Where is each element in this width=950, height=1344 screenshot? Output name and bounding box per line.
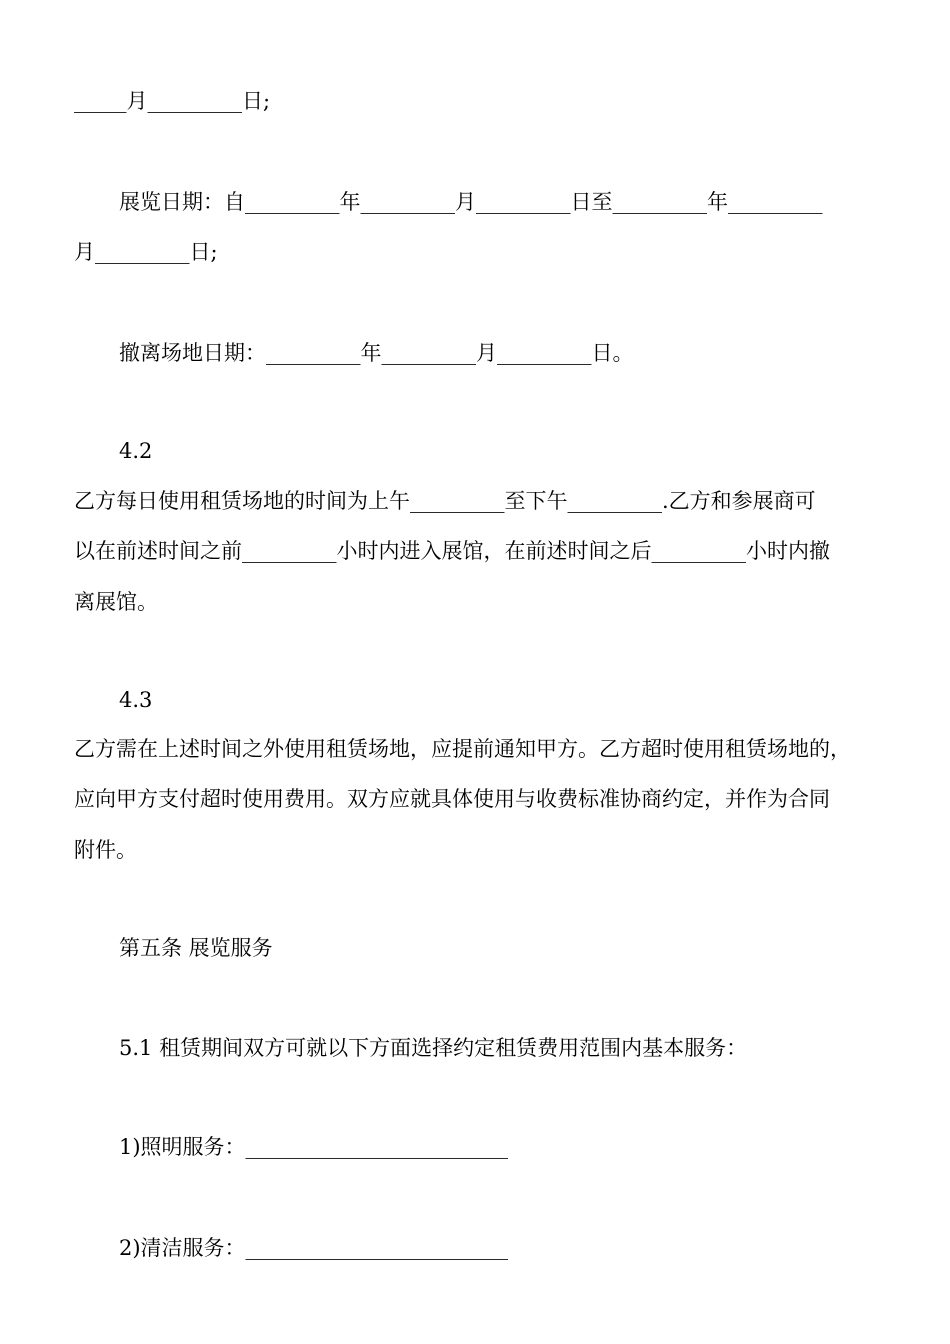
clause-number-4-3: 4.3 — [119, 688, 153, 712]
clause-4-3-text-line-1: 乙方需在上述时间之外使用租赁场地，应提前通知甲方。乙方超时使用租赁场地的， — [74, 737, 851, 761]
exhibition-dates-line-continued: 月_________日; — [74, 240, 218, 264]
article-5-heading: 第五条 展览服务 — [119, 936, 273, 960]
clause-4-2-text-line-3: 离展馆。 — [74, 590, 158, 614]
exhibition-dates-line: 展览日期：自_________年_________月_________日至_________年_________ — [119, 190, 823, 214]
clause-4-3-text-line-3: 附件。 — [74, 838, 137, 862]
lighting-service-line: 1)照明服务：_________________________ — [119, 1135, 509, 1159]
clause-4-2-text-line-1: 乙方每日使用租赁场地的时间为上午_________至下午_________.乙方和参展商可 — [74, 489, 816, 513]
clause-5-1-text: 5.1 租赁期间双方可就以下方面选择约定租赁费用范围内基本服务： — [119, 1036, 748, 1060]
clause-number-4-2: 4.2 — [119, 439, 153, 463]
clause-4-3-text-line-2: 应向甲方支付超时使用费用。双方应就具体使用与收费标准协商约定，并作为合同 — [74, 787, 830, 811]
move-out-date-line: 撤离场地日期：_________年_________月_________日。 — [119, 341, 634, 365]
date-fill-line-continued: _____月_________日; — [74, 89, 271, 113]
clause-4-2-text-line-2: 以在前述时间之前_________小时内进入展馆，在前述时间之后_________小时内撤 — [74, 539, 830, 563]
cleaning-service-line: 2)清洁服务：_________________________ — [119, 1236, 509, 1260]
